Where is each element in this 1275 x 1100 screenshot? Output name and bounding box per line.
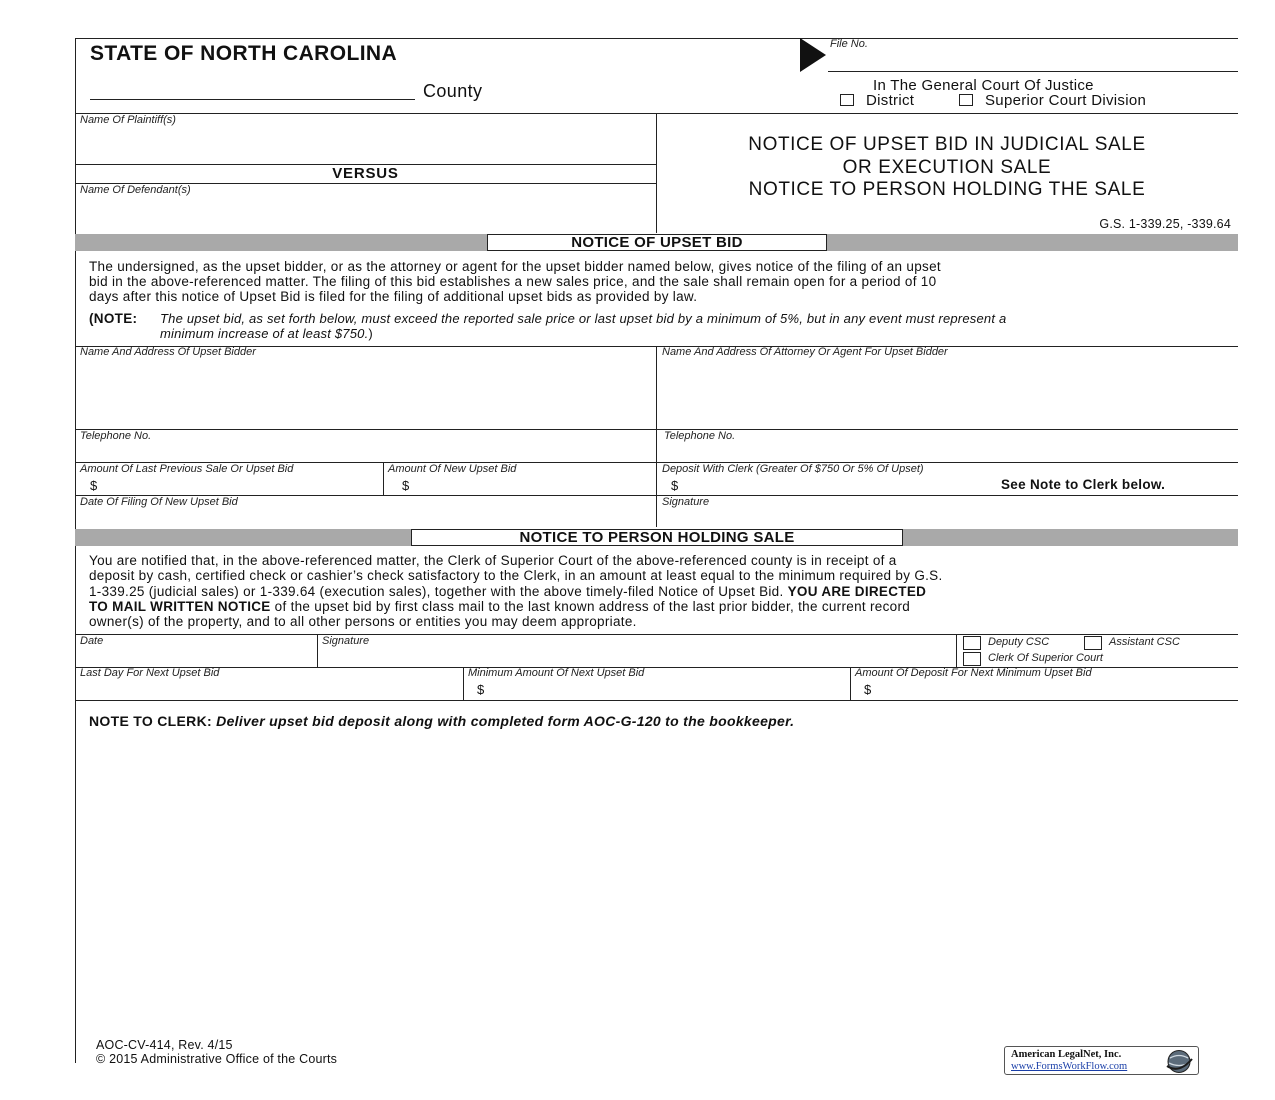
note-text-2	[160, 326, 373, 341]
county-underline	[90, 99, 415, 100]
attorney-phone-label: Telephone No.	[664, 430, 736, 442]
clerk-date-label: Date	[80, 635, 104, 647]
deputy-csc-label: Deputy CSC	[988, 636, 1050, 648]
clerk-superior-checkbox[interactable]	[963, 652, 981, 666]
holding-sale-text-4	[89, 599, 910, 615]
county-input[interactable]	[90, 82, 414, 100]
sig-role-divider	[956, 634, 957, 667]
holding-sale-text-4b: of the upset bid by first class mail to the last known address of the last prior bidder, the current record	[274, 599, 911, 614]
state-title: STATE OF NORTH CAROLINA	[90, 42, 398, 65]
clerk-superior-label: Clerk Of Superior Court	[988, 652, 1103, 664]
phone-top-line	[75, 429, 1238, 430]
clerk-date-input[interactable]	[82, 649, 310, 665]
plaintiff-label: Name Of Plaintiff(s)	[80, 114, 176, 126]
attorney-input[interactable]	[664, 362, 1230, 424]
versus-label: VERSUS	[332, 165, 399, 182]
file-no-arrow-icon	[800, 38, 828, 73]
upset-bid-heading: NOTICE OF UPSET BID	[487, 234, 827, 251]
attorney-phone-input[interactable]	[664, 444, 1230, 460]
last-day-input[interactable]	[82, 682, 454, 698]
upset-bid-bar-left	[75, 234, 487, 251]
deposit-label: Deposit With Clerk (Greater Of $750 Or 5% Of Upset)	[662, 463, 924, 475]
bidder-signature-label: Signature	[662, 496, 710, 508]
note-prefix: NOTE:	[93, 311, 138, 326]
holding-sale-text-3	[89, 584, 926, 600]
bidder-signature-input[interactable]	[664, 510, 1230, 526]
top-border	[75, 38, 1238, 39]
last-amount-dollar: $	[90, 478, 98, 493]
form-title-line1: NOTICE OF UPSET BID IN JUDICIAL SALE	[748, 134, 1146, 155]
form-title-line2: OR EXECUTION SALE	[842, 157, 1052, 178]
date-filing-input[interactable]	[82, 510, 648, 526]
note-open-paren: (	[89, 311, 94, 326]
file-no-input[interactable]	[890, 50, 1220, 68]
defendant-input[interactable]	[82, 205, 647, 225]
district-checkbox[interactable]	[840, 94, 854, 106]
holding-sale-text-1: You are notified that, in the above-referenced matter, the Clerk of Superior Court of the above-referenced county is in receipt of a	[89, 553, 897, 568]
form-number: AOC-CV-414, Rev. 4/15	[96, 1038, 233, 1052]
superior-court-checkbox[interactable]	[959, 94, 973, 106]
clerk-signature-input[interactable]	[324, 649, 949, 665]
plaintiff-input[interactable]	[82, 136, 647, 156]
note-text-1: The upset bid, as set forth below, must exceed the reported sale price or last upset bid by a minimum of 5%, but in any event must represent a	[160, 311, 1007, 326]
form-title-line3: NOTICE TO PERSON HOLDING THE SALE	[748, 179, 1146, 200]
holding-sale-heading: NOTICE TO PERSON HOLDING SALE	[411, 529, 903, 546]
globe-icon	[1163, 1049, 1195, 1074]
holding-sale-text-3a: 1-339.25 (judicial sales) or 1-339.64 (execution sales), together with the above timely-filed Notice of Upset Bid.	[89, 584, 784, 599]
upset-bid-text-1: The undersigned, as the upset bidder, or as the attorney or agent for the upset bidder named below, gives notice of the filing of an upset	[89, 259, 941, 274]
deposit-input[interactable]	[685, 478, 985, 494]
bidder-divider	[656, 346, 657, 527]
statute-reference: G.S. 1-339.25, -339.64	[1099, 217, 1231, 231]
left-border	[75, 38, 76, 1063]
county-label: County	[423, 81, 483, 101]
bidder-phone-input[interactable]	[82, 444, 648, 460]
note-text-2-body: minimum increase of at least $750.	[160, 326, 369, 341]
attorney-label: Name And Address Of Attorney Or Agent For Upset Bidder	[662, 346, 948, 358]
upset-bid-bar-right	[827, 234, 1238, 251]
note-close-paren: )	[368, 326, 373, 341]
assistant-csc-checkbox[interactable]	[1084, 636, 1102, 650]
note-to-clerk-text: Deliver upset bid deposit along with completed form AOC-G-120 to the bookkeeper.	[216, 713, 795, 729]
copyright: © 2015 Administrative Office of the Courts	[96, 1052, 338, 1066]
deposit-next-dollar: $	[864, 682, 872, 697]
last-amount-label: Amount Of Last Previous Sale Or Upset Bid	[80, 463, 294, 475]
deposit-next-label: Amount Of Deposit For Next Minimum Upset Bid	[855, 667, 1092, 679]
min-amount-input[interactable]	[491, 682, 841, 698]
min-amount-dollar: $	[477, 682, 485, 697]
amount-divider	[383, 462, 384, 495]
district-label: District	[866, 92, 915, 109]
min-amount-label: Minimum Amount Of Next Upset Bid	[468, 667, 645, 679]
next-bid-bottom-line	[75, 700, 1238, 701]
clerk-sig-top-line	[75, 634, 1238, 635]
next-bid-divider-1	[463, 667, 464, 700]
upset-bidder-input[interactable]	[82, 362, 648, 424]
date-filing-label: Date Of Filing Of New Upset Bid	[80, 496, 238, 508]
last-amount-input[interactable]	[104, 478, 374, 494]
holding-sale-text-2: deposit by cash, certified check or cashier’s check satisfactory to the Clerk, in an amount at least equal to the minimum required by G.S.	[89, 568, 943, 583]
bidder-phone-label: Telephone No.	[80, 430, 152, 442]
note-label	[89, 311, 137, 326]
directed-emphasis: YOU ARE DIRECTED	[787, 584, 927, 599]
assistant-csc-label: Assistant CSC	[1109, 636, 1180, 648]
note-to-clerk	[89, 713, 794, 729]
see-note-text: See Note to Clerk below.	[1001, 477, 1166, 492]
mail-notice-emphasis: TO MAIL WRITTEN NOTICE	[89, 599, 271, 614]
deposit-next-input[interactable]	[878, 682, 1228, 698]
vendor-badge[interactable]	[1004, 1046, 1199, 1075]
clerk-signature-label: Signature	[322, 635, 370, 647]
note-to-clerk-label: NOTE TO CLERK:	[89, 713, 212, 729]
upset-bid-text-2: bid in the above-referenced matter. The filing of this bid establishes a new sales price, and the sale shall remain open for a period of 10	[89, 274, 937, 289]
new-amount-input[interactable]	[416, 478, 646, 494]
superior-court-label: Superior Court Division	[985, 92, 1147, 109]
new-amount-label: Amount Of New Upset Bid	[388, 463, 517, 475]
vendor-url[interactable]: www.FormsWorkFlow.com	[1011, 1061, 1128, 1072]
upset-bidder-label: Name And Address Of Upset Bidder	[80, 346, 256, 358]
deputy-csc-checkbox[interactable]	[963, 636, 981, 650]
defendant-label: Name Of Defendant(s)	[80, 184, 191, 196]
deposit-dollar: $	[671, 478, 679, 493]
file-no-label: File No.	[830, 38, 868, 50]
new-amount-dollar: $	[402, 478, 410, 493]
court-name: In The General Court Of Justice	[873, 77, 1094, 94]
holding-sale-text-5: owner(s) of the property, and to all other persons or entities you may deem appropriate.	[89, 614, 637, 629]
holding-sale-bar-left	[75, 529, 411, 546]
file-no-underline	[828, 71, 1238, 72]
holding-sale-bar-right	[903, 529, 1238, 546]
upset-bid-text-3: days after this notice of Upset Bid is filed for the filing of additional upset bids as provided by law.	[89, 289, 698, 304]
next-bid-divider-2	[850, 667, 851, 700]
date-sig-divider	[317, 634, 318, 667]
vendor-name: American LegalNet, Inc.	[1011, 1049, 1122, 1060]
last-day-label: Last Day For Next Upset Bid	[80, 667, 220, 679]
date-filing-top-line	[75, 495, 1238, 496]
